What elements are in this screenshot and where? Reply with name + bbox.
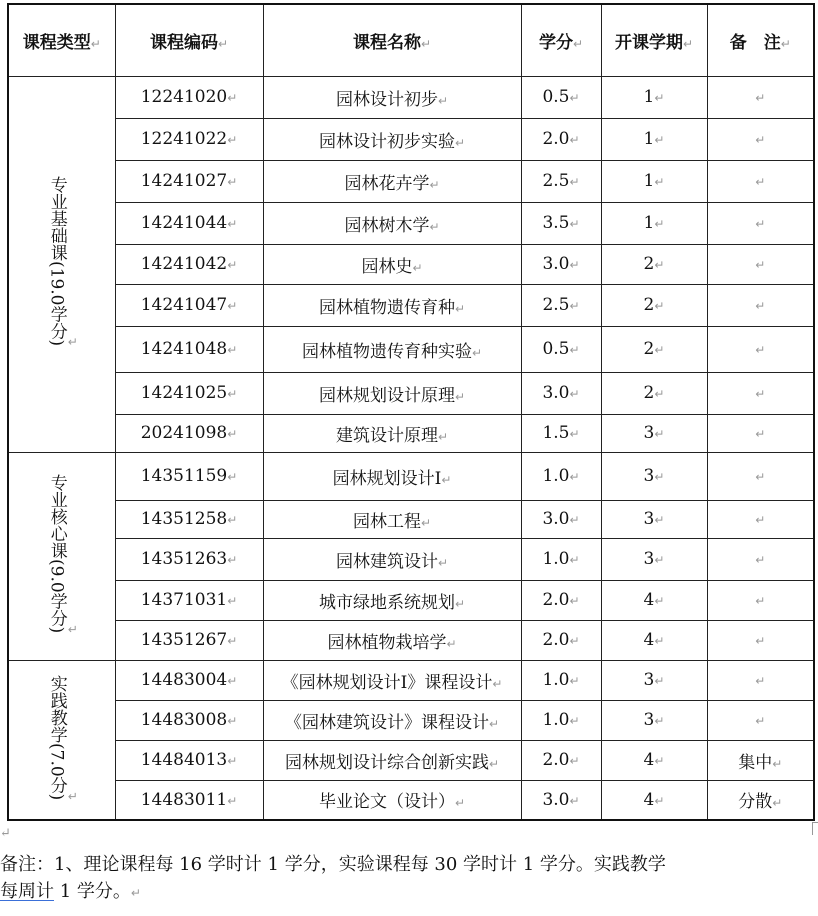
cell-note: ↵ — [707, 244, 814, 284]
cell-name-text: 园林植物遗传育种实验 — [301, 341, 472, 362]
cell-code: 14484013↵ — [115, 740, 263, 780]
table-row — [8, 414, 814, 452]
table-row — [8, 740, 814, 780]
table-row — [8, 76, 814, 118]
table-body — [8, 76, 814, 820]
cell-name-text: 园林规划设计Ⅰ — [332, 468, 442, 489]
header-row — [8, 4, 814, 76]
cell-name: 园林植物栽培学↵ — [263, 620, 521, 660]
cell-name-text: 园林规划设计综合创新实践 — [284, 752, 489, 773]
cell-note-text: 分散 — [738, 792, 773, 813]
cell-code-text: 14351258 — [140, 509, 228, 529]
margin-corner-mark — [812, 822, 818, 835]
cell-credit: 1.0↵ — [521, 452, 601, 500]
table-row — [8, 372, 814, 414]
cell-code-text: 14351159 — [140, 466, 228, 486]
cell-name-text: 园林史 — [361, 256, 413, 277]
cell-name-text: 建筑设计原理 — [335, 425, 438, 446]
table-row — [8, 780, 814, 820]
cell-code-text: 14371031 — [140, 590, 228, 610]
course-type-label: 专业核心课(9.0学分) — [46, 473, 67, 634]
cell-note: ↵ — [707, 414, 814, 452]
cell-semester-text: 3 — [643, 423, 655, 443]
cell-credit: 2.5↵ — [521, 284, 601, 326]
table-row — [8, 700, 814, 740]
cell-code-text: 14483008 — [140, 710, 228, 730]
cell-name: 园林植物遗传育种↵ — [263, 284, 521, 326]
table-row — [8, 284, 814, 326]
cell-note: ↵ — [707, 76, 814, 118]
cell-credit-text: 1.5 — [542, 423, 570, 443]
cell-credit-text: 2.0 — [542, 590, 570, 610]
cell-credit-text: 0.5 — [542, 87, 570, 107]
cell-semester-text: 1 — [643, 129, 655, 149]
cell-code: 20241098↵ — [115, 414, 263, 452]
cell-semester: 3↵ — [601, 538, 707, 580]
cell-semester: 4↵ — [601, 580, 707, 620]
cell-code: 14483011↵ — [115, 780, 263, 820]
cell-note: ↵ — [707, 452, 814, 500]
table-row — [8, 326, 814, 372]
cell-code-text: 14241027 — [140, 171, 228, 191]
course-type-cell: 专业核心课(9.0学分)↵ — [8, 452, 115, 660]
cell-credit-text: 1.0 — [542, 466, 570, 486]
cell-code-text: 14351267 — [140, 630, 228, 650]
cell-semester: 1↵ — [601, 160, 707, 202]
cell-credit: 0.5↵ — [521, 76, 601, 118]
table-row — [8, 202, 814, 244]
cell-semester: 2↵ — [601, 244, 707, 284]
cell-name-text: 《园林规划设计Ⅰ》课程设计 — [281, 672, 493, 693]
cell-name: 园林设计初步实验↵ — [263, 118, 521, 160]
cell-name: 园林规划设计Ⅰ↵ — [263, 452, 521, 500]
cell-semester: 3↵ — [601, 414, 707, 452]
cell-note: ↵ — [707, 500, 814, 538]
cell-name-text: 园林树木学 — [344, 215, 430, 236]
cell-semester: 4↵ — [601, 780, 707, 820]
cell-name: 园林植物遗传育种实验↵ — [263, 326, 521, 372]
header-name: 课程名称↵ — [263, 4, 521, 76]
cell-semester-text: 1 — [643, 171, 655, 191]
cell-name: 《园林规划设计Ⅰ》课程设计↵ — [263, 660, 521, 700]
footnote-line1: 备注：1、理论课程每 16 学时计 1 学分，实验课程每 30 学时计 1 学分。实践教学 — [0, 854, 666, 875]
cell-name-text: 园林设计初步实验 — [318, 131, 455, 152]
course-type-label: 实践教学(7.0分) — [46, 674, 67, 800]
cell-semester: 2↵ — [601, 372, 707, 414]
cell-credit-text: 3.0 — [542, 789, 570, 810]
cell-code: 14351263↵ — [115, 538, 263, 580]
cell-name-text: 园林设计初步 — [335, 89, 438, 110]
table-row — [8, 160, 814, 202]
footnote: 备注：1、理论课程每 16 学时计 1 学分，实验课程每 30 学时计 1 学分。实践教学 每周计 1 学分。↵ — [0, 854, 666, 902]
cell-name-text: 园林花卉学 — [344, 173, 430, 194]
cell-credit-text: 2.5 — [542, 171, 570, 191]
cell-code: 14241025↵ — [115, 372, 263, 414]
cell-credit: 2.0↵ — [521, 740, 601, 780]
cell-note: ↵ — [707, 538, 814, 580]
cell-semester: 3↵ — [601, 700, 707, 740]
cell-code-text: 14483011 — [140, 789, 228, 810]
cell-name: 城市绿地系统规划↵ — [263, 580, 521, 620]
cell-credit-text: 1.0 — [542, 549, 570, 569]
cell-semester: 1↵ — [601, 76, 707, 118]
table-row — [8, 452, 814, 500]
cell-credit-text: 3.0 — [542, 383, 570, 403]
cell-code-text: 20241098 — [140, 423, 228, 443]
cell-semester-text: 1 — [643, 87, 655, 107]
cell-note: ↵ — [707, 580, 814, 620]
table-row — [8, 580, 814, 620]
cell-semester-text: 2 — [643, 339, 655, 359]
header-semester: 开课学期↵ — [601, 4, 707, 76]
cell-code: 14351258↵ — [115, 500, 263, 538]
cell-semester: 1↵ — [601, 118, 707, 160]
cell-code-text: 14483004 — [140, 670, 228, 690]
cell-credit: 3.0↵ — [521, 500, 601, 538]
cell-credit-text: 2.0 — [542, 630, 570, 650]
table-row — [8, 660, 814, 700]
cell-name-text: 毕业论文（设计） — [318, 792, 455, 813]
cell-note: 分散↵ — [707, 780, 814, 820]
table-row — [8, 500, 814, 538]
cell-credit: 3.5↵ — [521, 202, 601, 244]
cell-name: 园林花卉学↵ — [263, 160, 521, 202]
cell-credit: 1.0↵ — [521, 538, 601, 580]
cell-semester-text: 3 — [643, 509, 655, 529]
cell-credit: 3.0↵ — [521, 372, 601, 414]
cell-semester: 1↵ — [601, 202, 707, 244]
cell-credit-text: 2.0 — [542, 129, 570, 149]
course-table — [7, 3, 815, 821]
cell-credit: 3.0↵ — [521, 244, 601, 284]
cell-semester-text: 2 — [643, 254, 655, 274]
cell-note: 集中↵ — [707, 740, 814, 780]
table-row — [8, 620, 814, 660]
cell-note: ↵ — [707, 372, 814, 414]
cell-semester: 4↵ — [601, 740, 707, 780]
paragraph-mark: ↵ — [0, 826, 11, 841]
cell-code-text: 14241048 — [140, 339, 228, 359]
cell-code: 12241022↵ — [115, 118, 263, 160]
cell-code: 14241047↵ — [115, 284, 263, 326]
course-type-cell: 实践教学(7.0分)↵ — [8, 660, 115, 820]
cell-credit-text: 2.0 — [542, 750, 570, 770]
cell-semester-text: 4 — [643, 750, 655, 770]
cell-code-text: 12241022 — [140, 129, 228, 149]
cell-name-text: 园林规划设计原理 — [318, 385, 455, 406]
cell-note: ↵ — [707, 284, 814, 326]
cell-code: 14241044↵ — [115, 202, 263, 244]
header-code: 课程编码↵ — [115, 4, 263, 76]
cell-code: 14351267↵ — [115, 620, 263, 660]
cell-code-text: 14241044 — [140, 213, 228, 233]
cell-name-text: 园林植物遗传育种 — [318, 297, 455, 318]
cell-name: 园林规划设计原理↵ — [263, 372, 521, 414]
cell-semester-text: 4 — [643, 789, 655, 810]
cell-semester: 3↵ — [601, 660, 707, 700]
footnote-line2-start: 每周计 — [0, 881, 54, 902]
cell-note: ↵ — [707, 202, 814, 244]
cell-credit-text: 3.0 — [542, 254, 570, 274]
cell-code: 12241020↵ — [115, 76, 263, 118]
cell-code-text: 12241020 — [140, 87, 228, 107]
cell-name: 园林史↵ — [263, 244, 521, 284]
cell-code: 14241042↵ — [115, 244, 263, 284]
cell-semester-text: 4 — [643, 590, 655, 610]
cell-semester-text: 3 — [643, 466, 655, 486]
cell-code: 14483008↵ — [115, 700, 263, 740]
cell-semester-text: 3 — [643, 670, 655, 690]
cell-name-text: 城市绿地系统规划 — [318, 592, 455, 613]
cell-note-text: 集中 — [738, 752, 773, 773]
cell-credit-text: 0.5 — [542, 339, 570, 359]
cell-name: 《园林建筑设计》课程设计↵ — [263, 700, 521, 740]
cell-credit-text: 3.5 — [542, 213, 570, 233]
cell-name: 园林规划设计综合创新实践↵ — [263, 740, 521, 780]
cell-note: ↵ — [707, 118, 814, 160]
cell-name: 建筑设计原理↵ — [263, 414, 521, 452]
cell-note: ↵ — [707, 660, 814, 700]
table-row — [8, 118, 814, 160]
course-type-label: 专业基础课(19.0学分) — [46, 176, 67, 347]
cell-credit: 1.0↵ — [521, 660, 601, 700]
course-type-cell: 专业基础课(19.0学分)↵ — [8, 76, 115, 452]
cell-credit: 2.5↵ — [521, 160, 601, 202]
cell-credit-text: 1.0 — [542, 710, 570, 730]
cell-code: 14241048↵ — [115, 326, 263, 372]
header-type: 课程类型↵ — [8, 4, 115, 76]
cell-code: 14351159↵ — [115, 452, 263, 500]
header-credit: 学分↵ — [521, 4, 601, 76]
cell-credit: 3.0↵ — [521, 780, 601, 820]
cell-semester: 3↵ — [601, 500, 707, 538]
cell-semester-text: 3 — [643, 549, 655, 569]
cell-code-text: 14241025 — [140, 383, 228, 403]
cell-semester-text: 4 — [643, 630, 655, 650]
cell-note: ↵ — [707, 326, 814, 372]
cell-code: 14371031↵ — [115, 580, 263, 620]
cell-code-text: 14241047 — [140, 295, 228, 315]
cell-name: 园林工程↵ — [263, 500, 521, 538]
cell-semester-text: 1 — [643, 213, 655, 233]
cell-credit: 2.0↵ — [521, 118, 601, 160]
cell-name: 园林建筑设计↵ — [263, 538, 521, 580]
cell-semester-text: 3 — [643, 710, 655, 730]
cell-semester-text: 2 — [643, 383, 655, 403]
cell-semester-text: 2 — [643, 295, 655, 315]
cell-semester: 3↵ — [601, 452, 707, 500]
cell-credit-text: 3.0 — [542, 509, 570, 529]
cell-semester: 2↵ — [601, 326, 707, 372]
table-row — [8, 538, 814, 580]
cell-semester: 4↵ — [601, 620, 707, 660]
cell-name-text: 园林植物栽培学 — [327, 632, 447, 653]
cell-note: ↵ — [707, 160, 814, 202]
cell-credit-text: 1.0 — [542, 670, 570, 690]
cell-name-text: 园林工程 — [352, 511, 421, 532]
cell-credit: 1.0↵ — [521, 700, 601, 740]
cell-name: 毕业论文（设计）↵ — [263, 780, 521, 820]
cell-credit-text: 2.5 — [542, 295, 570, 315]
cell-name-text: 园林建筑设计 — [335, 551, 438, 572]
cell-code-text: 14484013 — [140, 750, 228, 770]
cell-name: 园林树木学↵ — [263, 202, 521, 244]
cell-code: 14241027↵ — [115, 160, 263, 202]
cell-code: 14483004↵ — [115, 660, 263, 700]
cell-credit: 2.0↵ — [521, 620, 601, 660]
header-note: 备 注↵ — [707, 4, 814, 76]
table-row — [8, 244, 814, 284]
cell-note: ↵ — [707, 620, 814, 660]
cell-credit: 2.0↵ — [521, 580, 601, 620]
cell-semester: 2↵ — [601, 284, 707, 326]
cell-name: 园林设计初步↵ — [263, 76, 521, 118]
cell-credit: 1.5↵ — [521, 414, 601, 452]
cell-credit: 0.5↵ — [521, 326, 601, 372]
cell-code-text: 14241042 — [140, 254, 228, 274]
cell-note: ↵ — [707, 700, 814, 740]
footnote-line2-end: 1 学分。 — [54, 881, 131, 902]
cell-code-text: 14351263 — [140, 549, 228, 569]
cell-name-text: 《园林建筑设计》课程设计 — [284, 712, 489, 733]
